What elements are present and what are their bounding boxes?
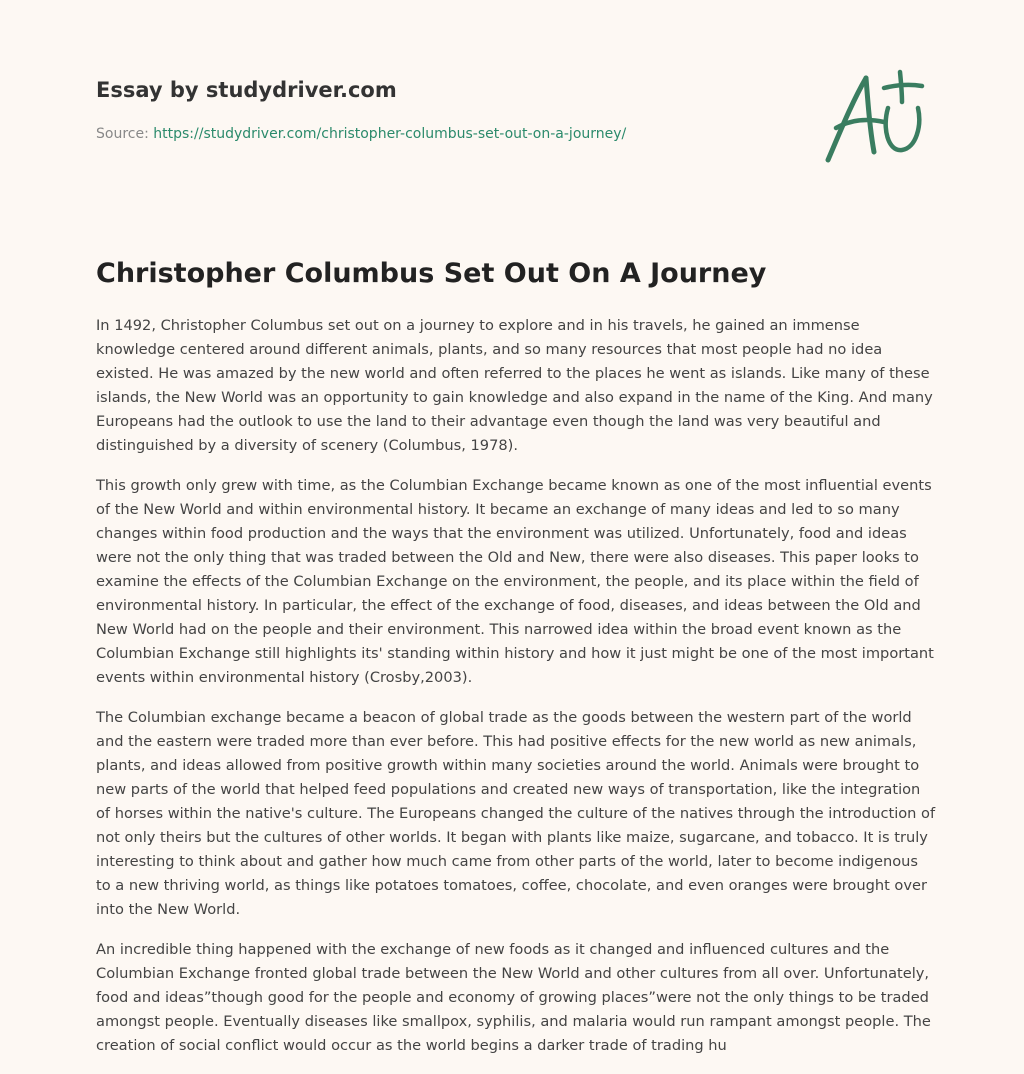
- essay-header: [96, 76, 796, 144]
- essay-paragraph: The Columbian exchange became a beacon of global trade as the goods between the western part of the world and the eastern were traded more than ever before. This had positive effects for the new world as new animals, plants, and ideas allowed from positive growth within many societies around the world. Animals were brought to new parts of the world that helped feed populations and created new ways of transportation, like the integration of horses within the native's culture. The Europeans changed the culture of the natives through the introduction of not only theirs but the cultures of other worlds. It began with plants like maize, sugarcane, and tobacco. It is truly interesting to think about and gather how much came from other parts of the world, later to become indigenous to a new thriving world, as things like potatoes tomatoes, coffee, chocolate, and even oranges were brought over into the New World.: [96, 709, 936, 918]
- source-link[interactable]: https://studydriver.com/christopher-columbus-set-out-on-a-journey/: [153, 126, 627, 142]
- essay-title: Christopher Columbus Set Out On A Journey: [96, 258, 767, 289]
- site-title: Essay by studydriver.com: [96, 78, 397, 102]
- a-plus-logo-icon: [822, 68, 926, 164]
- essay-body: [96, 314, 936, 1074]
- source-label: Source:: [96, 126, 149, 142]
- essay-paragraph: An incredible thing happened with the exchange of new foods as it changed and influenced cultures and the Columbian Exchange fronted global trade between the New World and other cultures from all over. Unfortunately, food and ideas”though good for the people and economy of growing places”were not the only things to be traded amongst people. Eventually diseases like smallpox, syphilis, and malaria would run rampant amongst people. The creation of social conflict would occur as the world begins a darker trade of trading hu: [96, 941, 931, 1054]
- essay-paragraph: In 1492, Christopher Columbus set out on a journey to explore and in his travels, he gained an immense knowledge centered around different animals, plants, and so many resources that most people had no idea existed. He was amazed by the new world and often referred to the places he went as islands. Like many of these islands, the New World was an opportunity to gain knowledge and also expand in the name of the King. And many Europeans had the outlook to use the land to their advantage even though the land was very beautiful and distinguished by a diversity of scenery (Columbus, 1978).: [96, 317, 933, 454]
- source-line: [96, 124, 796, 144]
- essay-paragraph: This growth only grew with time, as the Columbian Exchange became known as one of the most influential events of the New World and within environmental history. It became an exchange of many ideas and led to so many changes within food production and the ways that the environment was utilized. Unfortunately, food and ideas were not the only thing that was traded between the Old and New, there were also diseases. This paper looks to examine the effects of the Columbian Exchange on the environment, the people, and its place within the field of environmental history. In particular, the effect of the exchange of food, diseases, and ideas between the Old and New World had on the people and their environment. This narrowed idea within the broad event known as the Columbian Exchange still highlights its' standing within history and how it just might be one of the most important events within environmental history (Crosby,2003).: [96, 477, 934, 686]
